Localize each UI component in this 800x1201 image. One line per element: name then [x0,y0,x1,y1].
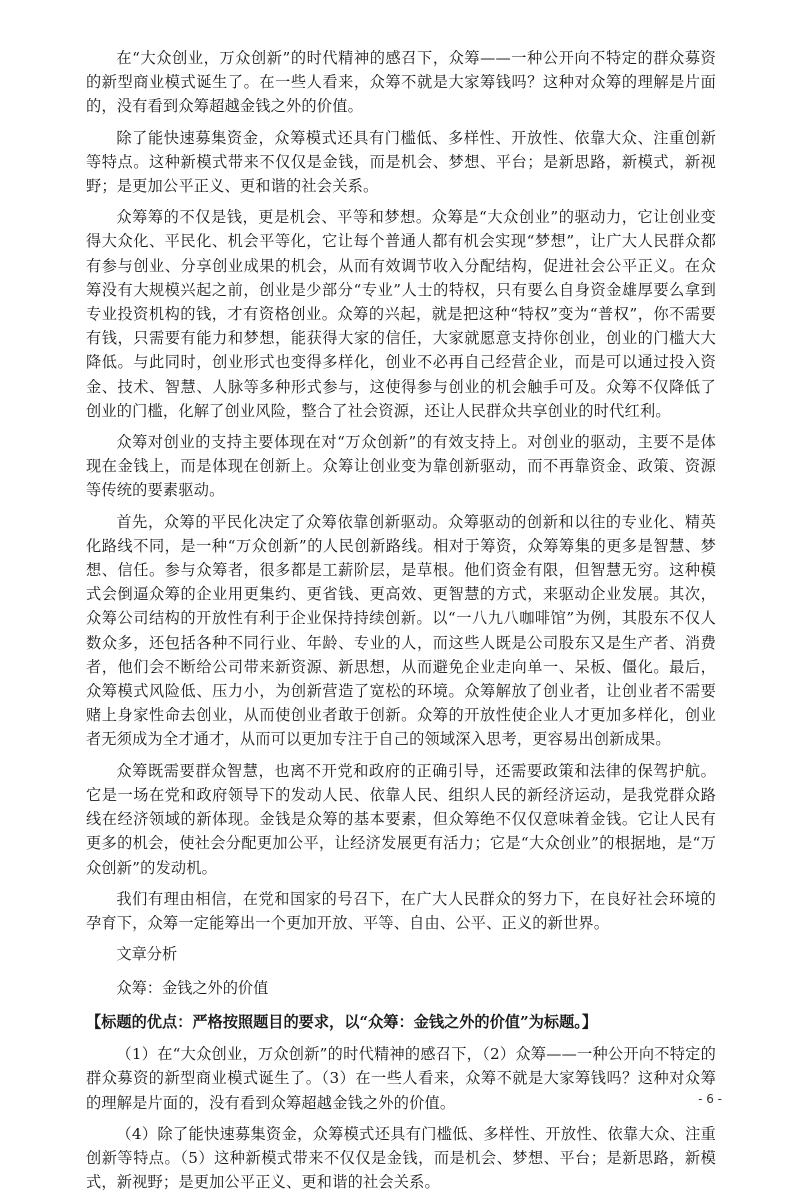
body-paragraph: 首先，众筹的平民化决定了众筹依靠创新驱动。众筹驱动的创新和以往的专业化、精英化路线不同，是一种“万众创新”的人民创新路线。相对于筹资，众筹筹集的更多是智慧、梦想、信任。参与众筹者，很多都是工薪阶层，是草根。他们资金有限，但智慧无穷。这种模式会倒逼众筹的企业用更集约、更省钱、更高效、更智慧的方式，来驱动企业发展。其次，众筹公司结构的开放性有利于企业保持持续创新。以“一八九八咖啡馆”为例，其股东不仅人数众多，还包括各种不同行业、年龄、专业的人，而这些人既是公司股东又是生产者、消费者，他们会不断给公司带来新资源、新思想，从而避免企业走向单一、呆板、僵化。最后，众筹模式风险低、压力小，为创新营造了宽松的环境。众筹解放了创业者，让创业者不需要赌上身家性命去创业，从而使创业者敢于创新。众筹的开放性使企业人才更加多样化，创业者无须成为全才通才，从而可以更加专注于自己的领域深入思考，更容易出创新成果。 [86,512,716,749]
analysis-paragraph: （4）除了能快速募集资金，众筹模式还具有门槛低、多样性、开放性、依靠大众、注重创新等特点。（5）这种新模式带来不仅仅是金钱，而是机会、梦想、平台；是新思路，新模式，新视野；是更加公平正义、更和谐的社会关系。 [86,1124,716,1192]
document-body [86,46,716,1201]
body-paragraph: 我们有理由相信，在党和国家的号召下，在广大人民群众的努力下，在良好社会环境的孕育下，众筹一定能筹出一个更加开放、平等、自由、公平、正义的新世界。 [86,889,716,932]
analysis-paragraph: （1）在“大众创业，万众创新”的时代精神的感召下，（2）众筹——一种公开向不特定的群众募资的新型商业模式诞生了。（3）在一些人看来，众筹不就是大家筹钱吗？这种对众筹的理解是片面的，没有看到众筹超越金钱之外的价值。 [86,1045,716,1112]
body-paragraph: 除了能快速募集资金，众筹模式还具有门槛低、多样性、开放性、依靠大众、注重创新等特点。这种新模式带来不仅仅是金钱，而是机会、梦想、平台；是新思路，新模式，新视野；是更加公平正义、更和谐的社会关系。 [86,128,716,196]
title-note: 【标题的优点：严格按照题目的要求，以“众筹：金钱之外的价值”为标题。】 [86,1013,598,1032]
page-number: - 6 - [698,1092,722,1106]
body-paragraph: 在“大众创业，万众创新”的时代精神的感召下，众筹——一种公开向不特定的群众募资的新型商业模式诞生了。在一些人看来，众筹不就是大家筹钱吗？这种对众筹的理解是片面的，没有看到众筹超越金钱之外的价值。 [86,49,716,116]
body-paragraph: 众筹筹的不仅是钱，更是机会、平等和梦想。众筹是“大众创业”的驱动力，它让创业变得大众化、平民化、机会平等化，它让每个普通人都有机会实现“梦想”，让广大人民群众都有参与创业、分享创业成果的机会，从而有效调节收入分配结构，促进社会公平正义。在众筹没有大规模兴起之前，创业是少部分“专业”人士的特权，只有要么自身资金雄厚要么拿到专业投资机构的钱，才有资格创业。众筹的兴起，就是把这种“特权”变为“普权”，你不需要有钱，只需要有能力和梦想，能获得大家的信任，大家就愿意支持你创业，创业的门槛大大降低。与此同时，创业形式也变得多样化，创业不必再自己经营企业，而是可以通过投入资金、技术、智慧、人脉等多种形式参与，这使得参与创业的机会触手可及。众筹不仅降低了创业的门槛，化解了创业风险，整合了社会资源，还让人民群众共享创业的时代红利。 [86,208,716,420]
analysis-heading: 文章分析 [116,945,178,964]
article-title: 众筹：金钱之外的价值 [116,979,269,998]
body-paragraph: 众筹既需要群众智慧，也离不开党和政府的正确引导，还需要政策和法律的保驾护航。它是一场在党和政府领导下的发动人民、依靠人民、组织人民的新经济运动，是我党群众路线在经济领域的新体现。金钱是众筹的基本要素，但众筹绝不仅仅意味着金钱。它让人民有更多的机会，使社会分配更加公平，让经济发展更有活力；它是“大众创业”的根据地，是“万众创新”的发动机。 [86,761,716,877]
body-paragraph: 众筹对创业的支持主要体现在对“万众创新”的有效支持上。对创业的驱动，主要不是体现在金钱上，而是体现在创新上。众筹让创业变为靠创新驱动，而不再靠资金、政策、资源等传统的要素驱动。 [86,433,716,500]
